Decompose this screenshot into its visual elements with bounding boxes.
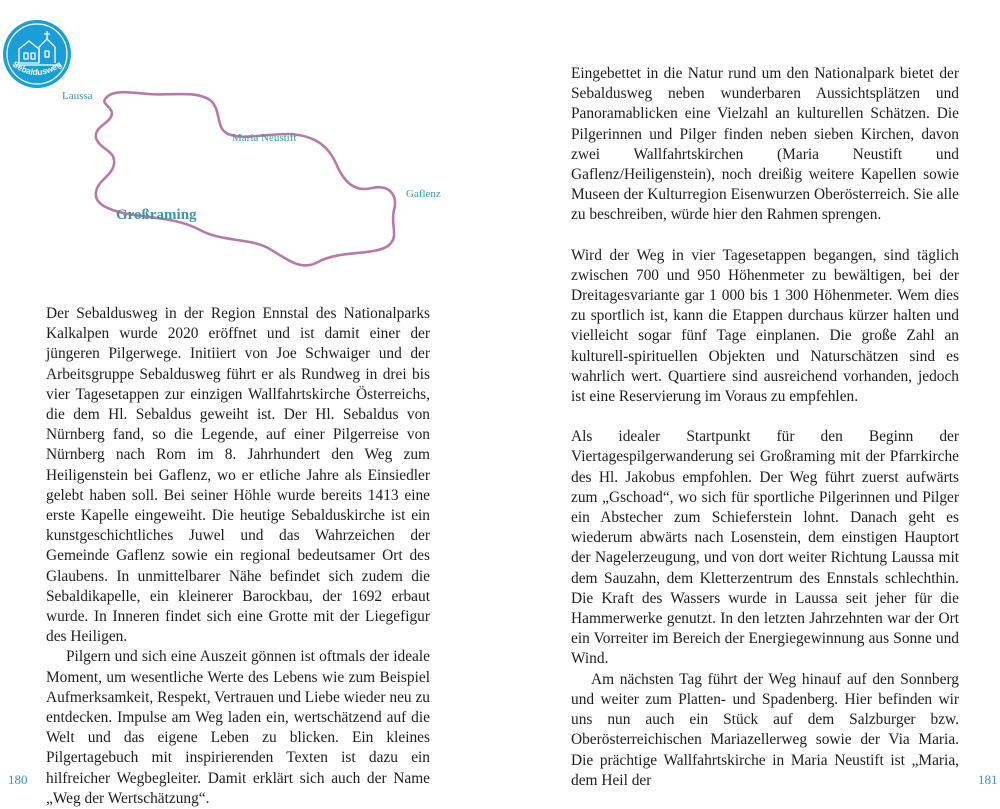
map-label-grossraming: Großraming xyxy=(116,207,197,223)
right-paragraph-4: Am nächsten Tag führt der Weg hinauf auf den Sonnberg und weiter zum Platten- und Spadenberg. Hier befinden wir uns nun auch ein Stück auf dem Salzburger bzw. Oberösterreichischen Mariazellerweg sowie der Via Maria. Die prächtige Wallfahrtskirche in Maria Neustift ist „Maria, dem Heil der xyxy=(571,670,959,789)
route-map xyxy=(0,80,470,280)
map-label-laussa: Laussa xyxy=(62,90,93,102)
sebaldusweg-logo xyxy=(2,19,72,89)
right-paragraph-2: Wird der Weg in vier Tagesetappen begangen, sind täglich zwischen 700 und 950 Höhenmeter zu bewältigen, bei der Dreitagesvariante gar 1 000 bis 1 300 Höhenmeter. Wem dies zu sportlich ist, kann die Etappen durchaus kürzer halten und vielleicht sogar fünf Tage einplanen. Die große Zahl an kulturell-spirituellen Objekten und Naturschätzen sind es wahrlich wert. Quartiere sind ausreichend vorhanden, jedoch ist eine Reservierung im Voraus zu empfehlen. xyxy=(571,246,959,406)
right-paragraph-1: Eingebettet in die Natur rund um den Nationalpark bietet der Sebaldusweg neben wunderbaren Aussichtsplätzen und Panoramablicken eine Vielzahl an kulturellen Schätzen. Die Pilgerinnen und Pilger finden neben sieben Kirchen, davon zwei Wallfahrtskirchen (Maria Neustift und Gaflenz/Heiligenstein), noch dreißig weitere Kapellen sowie Museen der Kulturregion Eisenwurzen Oberösterreich. Sie alle zu beschreiben, würde hier den Rahmen sprengen. xyxy=(571,65,959,224)
page-number-right: 181 xyxy=(978,772,998,787)
left-body-text xyxy=(46,304,430,809)
route-line xyxy=(96,92,395,265)
right-paragraph-3: Als idealer Startpunkt für den Beginn der Viertagespilgerwanderung sei Großraming mit der Pfarrkirche des Hl. Jakobus empfohlen. Der Weg führt zuerst aufwärts zum „Gschoad“, wo sich für sportliche Pilgerinnen und Pilger ein Abstecher zum Schieferstein lohnt. Danach geht es wiederum abwärts nach Losenstein, dem einstigen Hauptort der Nagelerzeugung, und von dort weiter Richtung Laussa mit dem Sauzahn, dem Kletterzentrum des Ennstals schlechthin. Die Kraft des Wassers wurde in Laussa seit jeher für die Hammerwerke genutzt. In den letzten Jahrzehnten war der Ort ein Vorreiter im Bereich der Energiegewinnung aus Sonne und Wind. xyxy=(571,428,959,668)
left-paragraph-2: Pilgern und sich eine Auszeit gönnen ist oftmals der ideale Moment, um wesentliche Werte des Lebens wie zum Beispiel Aufmerksamkeit, Respekt, Vertrauen und Liebe wieder neu zu entdecken. Impulse am Weg laden ein, wertschätzend auf die Welt und das eigene Leben zu blicken. Ein kleines Pilgertagebuch mit inspirierenden Texten ist dazu ein hilfreicher Wegbegleiter. Damit erklärt sich auch der Name „Weg der Wertschätzung“. xyxy=(46,648,430,807)
church-icon xyxy=(2,19,72,89)
map-label-gaflenz: Gaflenz xyxy=(406,188,441,200)
right-page xyxy=(500,0,1000,800)
map-label-maria-neustift: Maria Neustift xyxy=(232,132,297,144)
left-paragraph-1: Der Sebaldusweg in der Region Ennstal des Nationalparks Kalkalpen wurde 2020 eröffnet und ist damit einer der jüngeren Pilgerwege. Initiiert von Joe Schwaiger und der Arbeitsgruppe Sebaldusweg führt er als Rundweg in drei bis vier Tagesetappen zur einzigen Wallfahrtskirche Österreichs, die dem Hl. Sebaldus geweiht ist. Der Hl. Sebaldus von Nürnberg fand, so die Legende, auf einer Pilgerreise von Nürnberg nach Rom im 8. Jahrhundert den Weg zum Heiligenstein bei Gaflenz, wo er etliche Jahre als Einsiedler gelebt haben soll. Bei seiner Höhle wurde bereits 1413 eine erste Kapelle eingeweiht. Die heutige Sebalduskirche ist ein kunstgeschichtliches Juwel und das Wahrzeichen der Gemeinde Gaflenz sowie ein regional bedeutsamer Ort des Glaubens. In unmittelbarer Nähe befindet sich zudem die Sebaldikapelle, ein kleinerer Barockbau, der 1692 erbaut wurde. In Inneren findet sich eine Grotte mit der Liegefigur des Heiligen. xyxy=(46,305,430,646)
left-page xyxy=(0,0,500,807)
logo-label: Sebaldusweg xyxy=(10,58,64,78)
page-number-left: 180 xyxy=(8,772,28,787)
right-body-text xyxy=(571,64,959,791)
